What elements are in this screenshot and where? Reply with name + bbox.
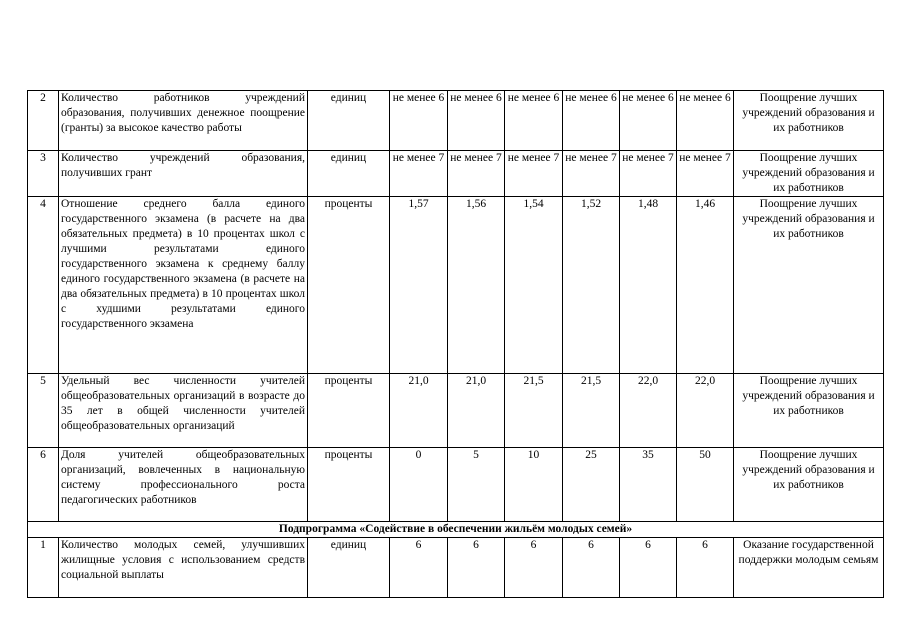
row-number: 6 xyxy=(28,448,59,522)
value-cell: 1,48 xyxy=(620,197,677,374)
value-cell: 50 xyxy=(677,448,734,522)
value-cell: не менее 6 xyxy=(677,91,734,151)
value-cell: 21,0 xyxy=(390,374,448,448)
row-number: 1 xyxy=(28,538,59,598)
value-cell: не менее 7 xyxy=(390,151,448,197)
row-number: 3 xyxy=(28,151,59,197)
table-body-before xyxy=(28,91,884,522)
value-cell: не менее 7 xyxy=(505,151,563,197)
note-cell: Поощрение лучших учреждений образования и их работников xyxy=(734,91,884,151)
table-row xyxy=(28,538,884,598)
value-cell: 22,0 xyxy=(620,374,677,448)
value-cell: 6 xyxy=(390,538,448,598)
value-cell: 5 xyxy=(448,448,505,522)
unit-cell: проценты xyxy=(308,197,390,374)
value-cell: не менее 6 xyxy=(505,91,563,151)
unit-cell: проценты xyxy=(308,448,390,522)
indicator-name: Удельный вес численности учителей общеобразовательных организаций в возрасте до 35 лет в общей численности учителей общеобразовательных организаций xyxy=(59,374,308,448)
note-cell: Поощрение лучших учреждений образования и их работников xyxy=(734,374,884,448)
unit-cell: проценты xyxy=(308,374,390,448)
row-number: 4 xyxy=(28,197,59,374)
indicator-name: Доля учителей общеобразовательных организаций, вовлеченных в национальную систему профессионального роста педагогических работников xyxy=(59,448,308,522)
indicator-name: Количество молодых семей, улучшивших жилищные условия с использованием средств социальной выплаты xyxy=(59,538,308,598)
subprogram-row xyxy=(28,522,884,538)
value-cell: 10 xyxy=(505,448,563,522)
value-cell: 6 xyxy=(563,538,620,598)
row-number: 5 xyxy=(28,374,59,448)
value-cell: 21,5 xyxy=(563,374,620,448)
value-cell: не менее 7 xyxy=(448,151,505,197)
value-cell: 6 xyxy=(505,538,563,598)
value-cell: не менее 6 xyxy=(448,91,505,151)
value-cell: не менее 6 xyxy=(563,91,620,151)
unit-cell: единиц xyxy=(308,538,390,598)
table-row xyxy=(28,448,884,522)
note-cell: Оказание государственной поддержки молодым семьям xyxy=(734,538,884,598)
indicator-name: Отношение среднего балла единого государственного экзамена (в расчете на два обязательных предмета) в 10 процентах школ с лучшими результатами единого государственного экзамена к среднему баллу единого государственного экзамена (в расчете на два обязательных предмета) в 10 процентах школ с худшими результатами единого государственного экзамена xyxy=(59,197,308,374)
value-cell: не менее 7 xyxy=(563,151,620,197)
value-cell: не менее 6 xyxy=(620,91,677,151)
value-cell: 25 xyxy=(563,448,620,522)
value-cell: 6 xyxy=(448,538,505,598)
table-row xyxy=(28,151,884,197)
value-cell: 1,56 xyxy=(448,197,505,374)
value-cell: 21,0 xyxy=(448,374,505,448)
indicator-name: Количество учреждений образования, получивших грант xyxy=(59,151,308,197)
value-cell: 35 xyxy=(620,448,677,522)
unit-cell: единиц xyxy=(308,151,390,197)
value-cell: не менее 7 xyxy=(620,151,677,197)
value-cell: 1,46 xyxy=(677,197,734,374)
value-cell: 1,57 xyxy=(390,197,448,374)
subprogram-section xyxy=(28,522,884,538)
table-row xyxy=(28,374,884,448)
value-cell: 21,5 xyxy=(505,374,563,448)
table-body-after xyxy=(28,538,884,598)
value-cell: не менее 6 xyxy=(390,91,448,151)
note-cell: Поощрение лучших учреждений образования и их работников xyxy=(734,448,884,522)
value-cell: 6 xyxy=(620,538,677,598)
value-cell: 1,54 xyxy=(505,197,563,374)
table-row xyxy=(28,91,884,151)
value-cell: 1,52 xyxy=(563,197,620,374)
value-cell: 22,0 xyxy=(677,374,734,448)
indicators-table xyxy=(27,90,884,598)
note-cell: Поощрение лучших учреждений образования и их работников xyxy=(734,197,884,374)
indicator-name: Количество работников учреждений образования, получивших денежное поощрение (гранты) за высокое качество работы xyxy=(59,91,308,151)
value-cell: не менее 7 xyxy=(677,151,734,197)
table-row xyxy=(28,197,884,374)
note-cell: Поощрение лучших учреждений образования и их работников xyxy=(734,151,884,197)
row-number: 2 xyxy=(28,91,59,151)
unit-cell: единиц xyxy=(308,91,390,151)
value-cell: 6 xyxy=(677,538,734,598)
value-cell: 0 xyxy=(390,448,448,522)
subprogram-title: Подпрограмма «Содействие в обеспечении жильём молодых семей» xyxy=(28,522,884,538)
